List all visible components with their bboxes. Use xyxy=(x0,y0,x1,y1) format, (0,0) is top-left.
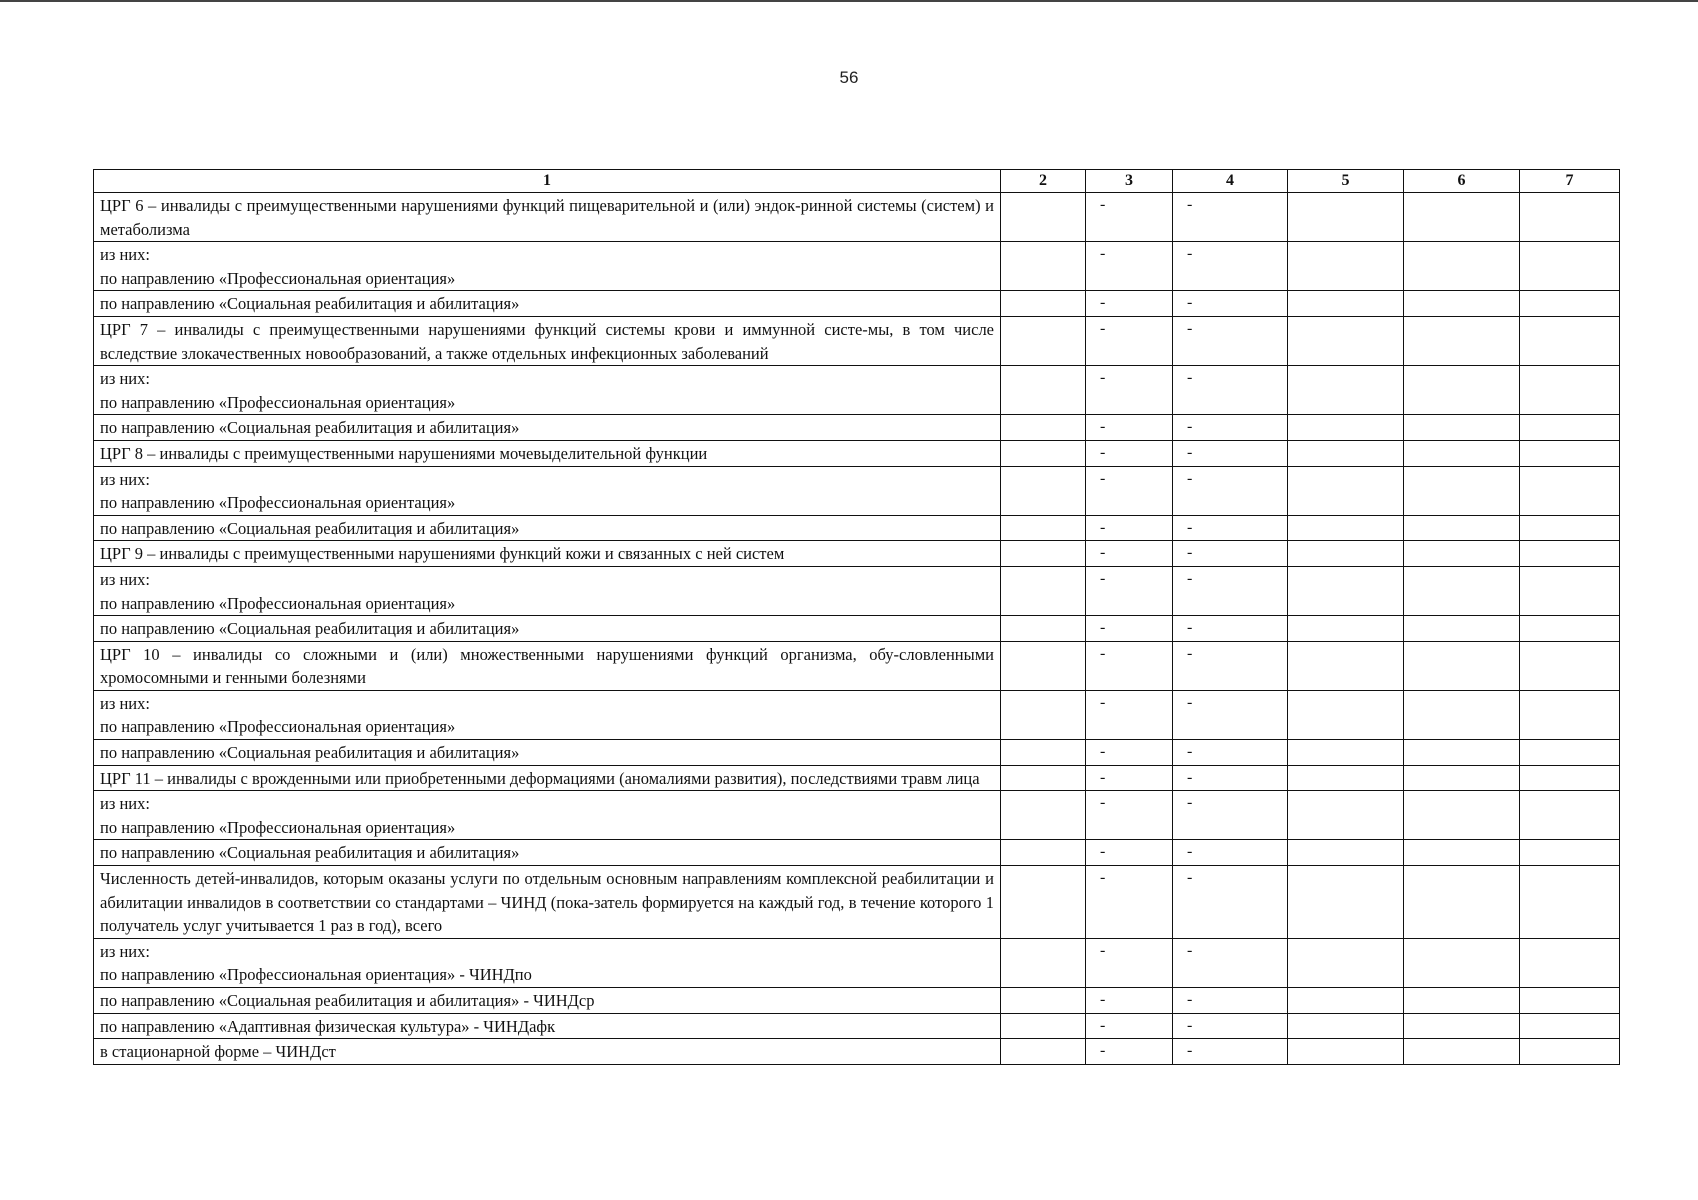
cell-col4: - xyxy=(1173,791,1288,840)
cell-col7 xyxy=(1520,242,1620,291)
cell-col7 xyxy=(1520,988,1620,1014)
cell-col4: - xyxy=(1173,690,1288,739)
cell-col3: - xyxy=(1086,1039,1173,1065)
column-header: 7 xyxy=(1520,170,1620,193)
row-description: из них: по направлению «Профессиональная ориентация» xyxy=(94,366,1001,415)
row-description: по направлению «Социальная реабилитация и абилитация» - ЧИНДср xyxy=(94,988,1001,1014)
table-row xyxy=(94,765,1620,791)
cell-col7 xyxy=(1520,1039,1620,1065)
row-description: из них: по направлению «Профессиональная ориентация» xyxy=(94,791,1001,840)
cell-col2 xyxy=(1001,1039,1086,1065)
table-row xyxy=(94,515,1620,541)
cell-col3: - xyxy=(1086,366,1173,415)
row-description: ЦРГ 6 – инвалиды с преимущественными нарушениями функций пищеварительной и (или) эндок-ринной системы (систем) и метаболизма xyxy=(94,193,1001,242)
cell-col3: - xyxy=(1086,193,1173,242)
cell-col2 xyxy=(1001,316,1086,365)
column-header: 5 xyxy=(1288,170,1404,193)
top-border-line xyxy=(0,0,1698,2)
table-row xyxy=(94,1013,1620,1039)
cell-col7 xyxy=(1520,440,1620,466)
cell-col4: - xyxy=(1173,193,1288,242)
cell-col4: - xyxy=(1173,938,1288,987)
cell-col6 xyxy=(1404,541,1520,567)
row-description: ЦРГ 10 – инвалиды со сложными и (или) множественными нарушениями функций организма, обу-словленными хромосомными и генными болезнями xyxy=(94,641,1001,690)
cell-col3: - xyxy=(1086,1013,1173,1039)
row-description: по направлению «Социальная реабилитация и абилитация» xyxy=(94,840,1001,866)
cell-col6 xyxy=(1404,466,1520,515)
cell-col5 xyxy=(1288,316,1404,365)
cell-col7 xyxy=(1520,616,1620,642)
cell-col6 xyxy=(1404,440,1520,466)
cell-col4: - xyxy=(1173,1039,1288,1065)
cell-col7 xyxy=(1520,840,1620,866)
cell-col2 xyxy=(1001,616,1086,642)
cell-col5 xyxy=(1288,641,1404,690)
cell-col7 xyxy=(1520,765,1620,791)
cell-col4: - xyxy=(1173,988,1288,1014)
cell-col7 xyxy=(1520,466,1620,515)
cell-col5 xyxy=(1288,938,1404,987)
table-row xyxy=(94,366,1620,415)
cell-col7 xyxy=(1520,938,1620,987)
cell-col4: - xyxy=(1173,641,1288,690)
cell-col3: - xyxy=(1086,791,1173,840)
cell-col2 xyxy=(1001,291,1086,317)
cell-col5 xyxy=(1288,366,1404,415)
table-row xyxy=(94,440,1620,466)
cell-col5 xyxy=(1288,515,1404,541)
row-description: по направлению «Социальная реабилитация и абилитация» xyxy=(94,291,1001,317)
cell-col6 xyxy=(1404,415,1520,441)
cell-col5 xyxy=(1288,988,1404,1014)
table-row xyxy=(94,840,1620,866)
cell-col2 xyxy=(1001,791,1086,840)
cell-col5 xyxy=(1288,415,1404,441)
cell-col5 xyxy=(1288,866,1404,939)
cell-col3: - xyxy=(1086,541,1173,567)
table-body xyxy=(94,193,1620,1065)
table-row xyxy=(94,316,1620,365)
cell-col7 xyxy=(1520,541,1620,567)
table-row xyxy=(94,690,1620,739)
cell-col3: - xyxy=(1086,690,1173,739)
cell-col4: - xyxy=(1173,566,1288,615)
column-header: 1 xyxy=(94,170,1001,193)
cell-col7 xyxy=(1520,316,1620,365)
row-description: ЦРГ 9 – инвалиды с преимущественными нарушениями функций кожи и связанных с ней систем xyxy=(94,541,1001,567)
cell-col4: - xyxy=(1173,415,1288,441)
cell-col3: - xyxy=(1086,866,1173,939)
table-row xyxy=(94,988,1620,1014)
cell-col6 xyxy=(1404,988,1520,1014)
page-number: 56 xyxy=(839,68,859,87)
cell-col3: - xyxy=(1086,840,1173,866)
row-description: из них: по направлению «Профессиональная ориентация» xyxy=(94,466,1001,515)
table-row xyxy=(94,566,1620,615)
column-header: 3 xyxy=(1086,170,1173,193)
cell-col7 xyxy=(1520,193,1620,242)
row-description: по направлению «Социальная реабилитация и абилитация» xyxy=(94,415,1001,441)
cell-col5 xyxy=(1288,291,1404,317)
table-row xyxy=(94,1039,1620,1065)
cell-col2 xyxy=(1001,541,1086,567)
cell-col5 xyxy=(1288,616,1404,642)
cell-col6 xyxy=(1404,765,1520,791)
cell-col7 xyxy=(1520,641,1620,690)
cell-col7 xyxy=(1520,415,1620,441)
cell-col7 xyxy=(1520,791,1620,840)
cell-col6 xyxy=(1404,938,1520,987)
cell-col6 xyxy=(1404,791,1520,840)
cell-col3: - xyxy=(1086,316,1173,365)
cell-col7 xyxy=(1520,866,1620,939)
cell-col6 xyxy=(1404,316,1520,365)
row-description: из них: по направлению «Профессиональная ориентация» xyxy=(94,566,1001,615)
cell-col5 xyxy=(1288,440,1404,466)
cell-col2 xyxy=(1001,415,1086,441)
cell-col2 xyxy=(1001,641,1086,690)
cell-col7 xyxy=(1520,515,1620,541)
cell-col2 xyxy=(1001,1013,1086,1039)
table-row xyxy=(94,866,1620,939)
cell-col7 xyxy=(1520,690,1620,739)
cell-col5 xyxy=(1288,1013,1404,1039)
cell-col2 xyxy=(1001,840,1086,866)
cell-col2 xyxy=(1001,515,1086,541)
cell-col6 xyxy=(1404,866,1520,939)
cell-col2 xyxy=(1001,740,1086,766)
cell-col4: - xyxy=(1173,366,1288,415)
cell-col5 xyxy=(1288,193,1404,242)
cell-col5 xyxy=(1288,242,1404,291)
row-description: по направлению «Социальная реабилитация и абилитация» xyxy=(94,740,1001,766)
cell-col4: - xyxy=(1173,616,1288,642)
row-description: в стационарной форме – ЧИНДст xyxy=(94,1039,1001,1065)
column-header: 2 xyxy=(1001,170,1086,193)
cell-col2 xyxy=(1001,938,1086,987)
cell-col4: - xyxy=(1173,866,1288,939)
cell-col6 xyxy=(1404,515,1520,541)
cell-col2 xyxy=(1001,690,1086,739)
cell-col3: - xyxy=(1086,466,1173,515)
cell-col5 xyxy=(1288,541,1404,567)
cell-col2 xyxy=(1001,566,1086,615)
row-description: из них: по направлению «Профессиональная ориентация» xyxy=(94,242,1001,291)
cell-col6 xyxy=(1404,366,1520,415)
cell-col4: - xyxy=(1173,740,1288,766)
cell-col3: - xyxy=(1086,515,1173,541)
cell-col5 xyxy=(1288,466,1404,515)
cell-col3: - xyxy=(1086,415,1173,441)
cell-col6 xyxy=(1404,1039,1520,1065)
cell-col3: - xyxy=(1086,616,1173,642)
cell-col7 xyxy=(1520,366,1620,415)
row-description: Численность детей-инвалидов, которым оказаны услуги по отдельным основным направлениям комплексной реабилитации и абилитации инвалидов в соответствии со стандартами – ЧИНД (пока-затель формируется на каждый год, в течение которого 1 получатель услуг учитывается 1 раз в год), всего xyxy=(94,866,1001,939)
cell-col4: - xyxy=(1173,541,1288,567)
header-row xyxy=(94,170,1620,193)
table-row xyxy=(94,938,1620,987)
row-description: по направлению «Адаптивная физическая культура» - ЧИНДафк xyxy=(94,1013,1001,1039)
table-row xyxy=(94,242,1620,291)
cell-col2 xyxy=(1001,440,1086,466)
cell-col6 xyxy=(1404,242,1520,291)
table-row xyxy=(94,740,1620,766)
cell-col4: - xyxy=(1173,291,1288,317)
table-row xyxy=(94,791,1620,840)
table-row xyxy=(94,616,1620,642)
cell-col4: - xyxy=(1173,466,1288,515)
cell-col6 xyxy=(1404,641,1520,690)
table-row xyxy=(94,641,1620,690)
cell-col5 xyxy=(1288,690,1404,739)
cell-col3: - xyxy=(1086,291,1173,317)
cell-col2 xyxy=(1001,366,1086,415)
cell-col3: - xyxy=(1086,765,1173,791)
cell-col5 xyxy=(1288,1039,1404,1065)
cell-col3: - xyxy=(1086,938,1173,987)
cell-col6 xyxy=(1404,566,1520,615)
cell-col6 xyxy=(1404,616,1520,642)
table-row xyxy=(94,415,1620,441)
cell-col6 xyxy=(1404,193,1520,242)
cell-col7 xyxy=(1520,740,1620,766)
cell-col3: - xyxy=(1086,440,1173,466)
cell-col4: - xyxy=(1173,1013,1288,1039)
cell-col5 xyxy=(1288,765,1404,791)
cell-col6 xyxy=(1404,291,1520,317)
cell-col3: - xyxy=(1086,641,1173,690)
table-row xyxy=(94,541,1620,567)
cell-col3: - xyxy=(1086,242,1173,291)
cell-col3: - xyxy=(1086,988,1173,1014)
table-row xyxy=(94,466,1620,515)
cell-col3: - xyxy=(1086,566,1173,615)
cell-col2 xyxy=(1001,988,1086,1014)
cell-col5 xyxy=(1288,566,1404,615)
row-description: ЦРГ 7 – инвалиды с преимущественными нарушениями функций системы крови и иммунной систе-мы, в том числе вследствие злокачественных новообразований, а также отдельных инфекционных заболеваний xyxy=(94,316,1001,365)
column-header: 6 xyxy=(1404,170,1520,193)
row-description: из них: по направлению «Профессиональная ориентация» - ЧИНДпо xyxy=(94,938,1001,987)
table-row xyxy=(94,291,1620,317)
cell-col2 xyxy=(1001,193,1086,242)
cell-col7 xyxy=(1520,566,1620,615)
cell-col6 xyxy=(1404,690,1520,739)
cell-col7 xyxy=(1520,291,1620,317)
cell-col4: - xyxy=(1173,765,1288,791)
cell-col3: - xyxy=(1086,740,1173,766)
data-table xyxy=(93,169,1620,1065)
cell-col6 xyxy=(1404,840,1520,866)
cell-col4: - xyxy=(1173,316,1288,365)
cell-col2 xyxy=(1001,466,1086,515)
row-description: ЦРГ 8 – инвалиды с преимущественными нарушениями мочевыделительной функции xyxy=(94,440,1001,466)
cell-col4: - xyxy=(1173,242,1288,291)
cell-col4: - xyxy=(1173,515,1288,541)
column-header: 4 xyxy=(1173,170,1288,193)
cell-col2 xyxy=(1001,866,1086,939)
cell-col6 xyxy=(1404,740,1520,766)
cell-col2 xyxy=(1001,765,1086,791)
cell-col5 xyxy=(1288,791,1404,840)
cell-col5 xyxy=(1288,740,1404,766)
row-description: из них: по направлению «Профессиональная ориентация» xyxy=(94,690,1001,739)
cell-col5 xyxy=(1288,840,1404,866)
row-description: по направлению «Социальная реабилитация и абилитация» xyxy=(94,515,1001,541)
cell-col4: - xyxy=(1173,840,1288,866)
cell-col7 xyxy=(1520,1013,1620,1039)
cell-col4: - xyxy=(1173,440,1288,466)
cell-col6 xyxy=(1404,1013,1520,1039)
cell-col2 xyxy=(1001,242,1086,291)
table-row xyxy=(94,193,1620,242)
row-description: ЦРГ 11 – инвалиды с врожденными или приобретенными деформациями (аномалиями развития), последствиями травм лица xyxy=(94,765,1001,791)
row-description: по направлению «Социальная реабилитация и абилитация» xyxy=(94,616,1001,642)
